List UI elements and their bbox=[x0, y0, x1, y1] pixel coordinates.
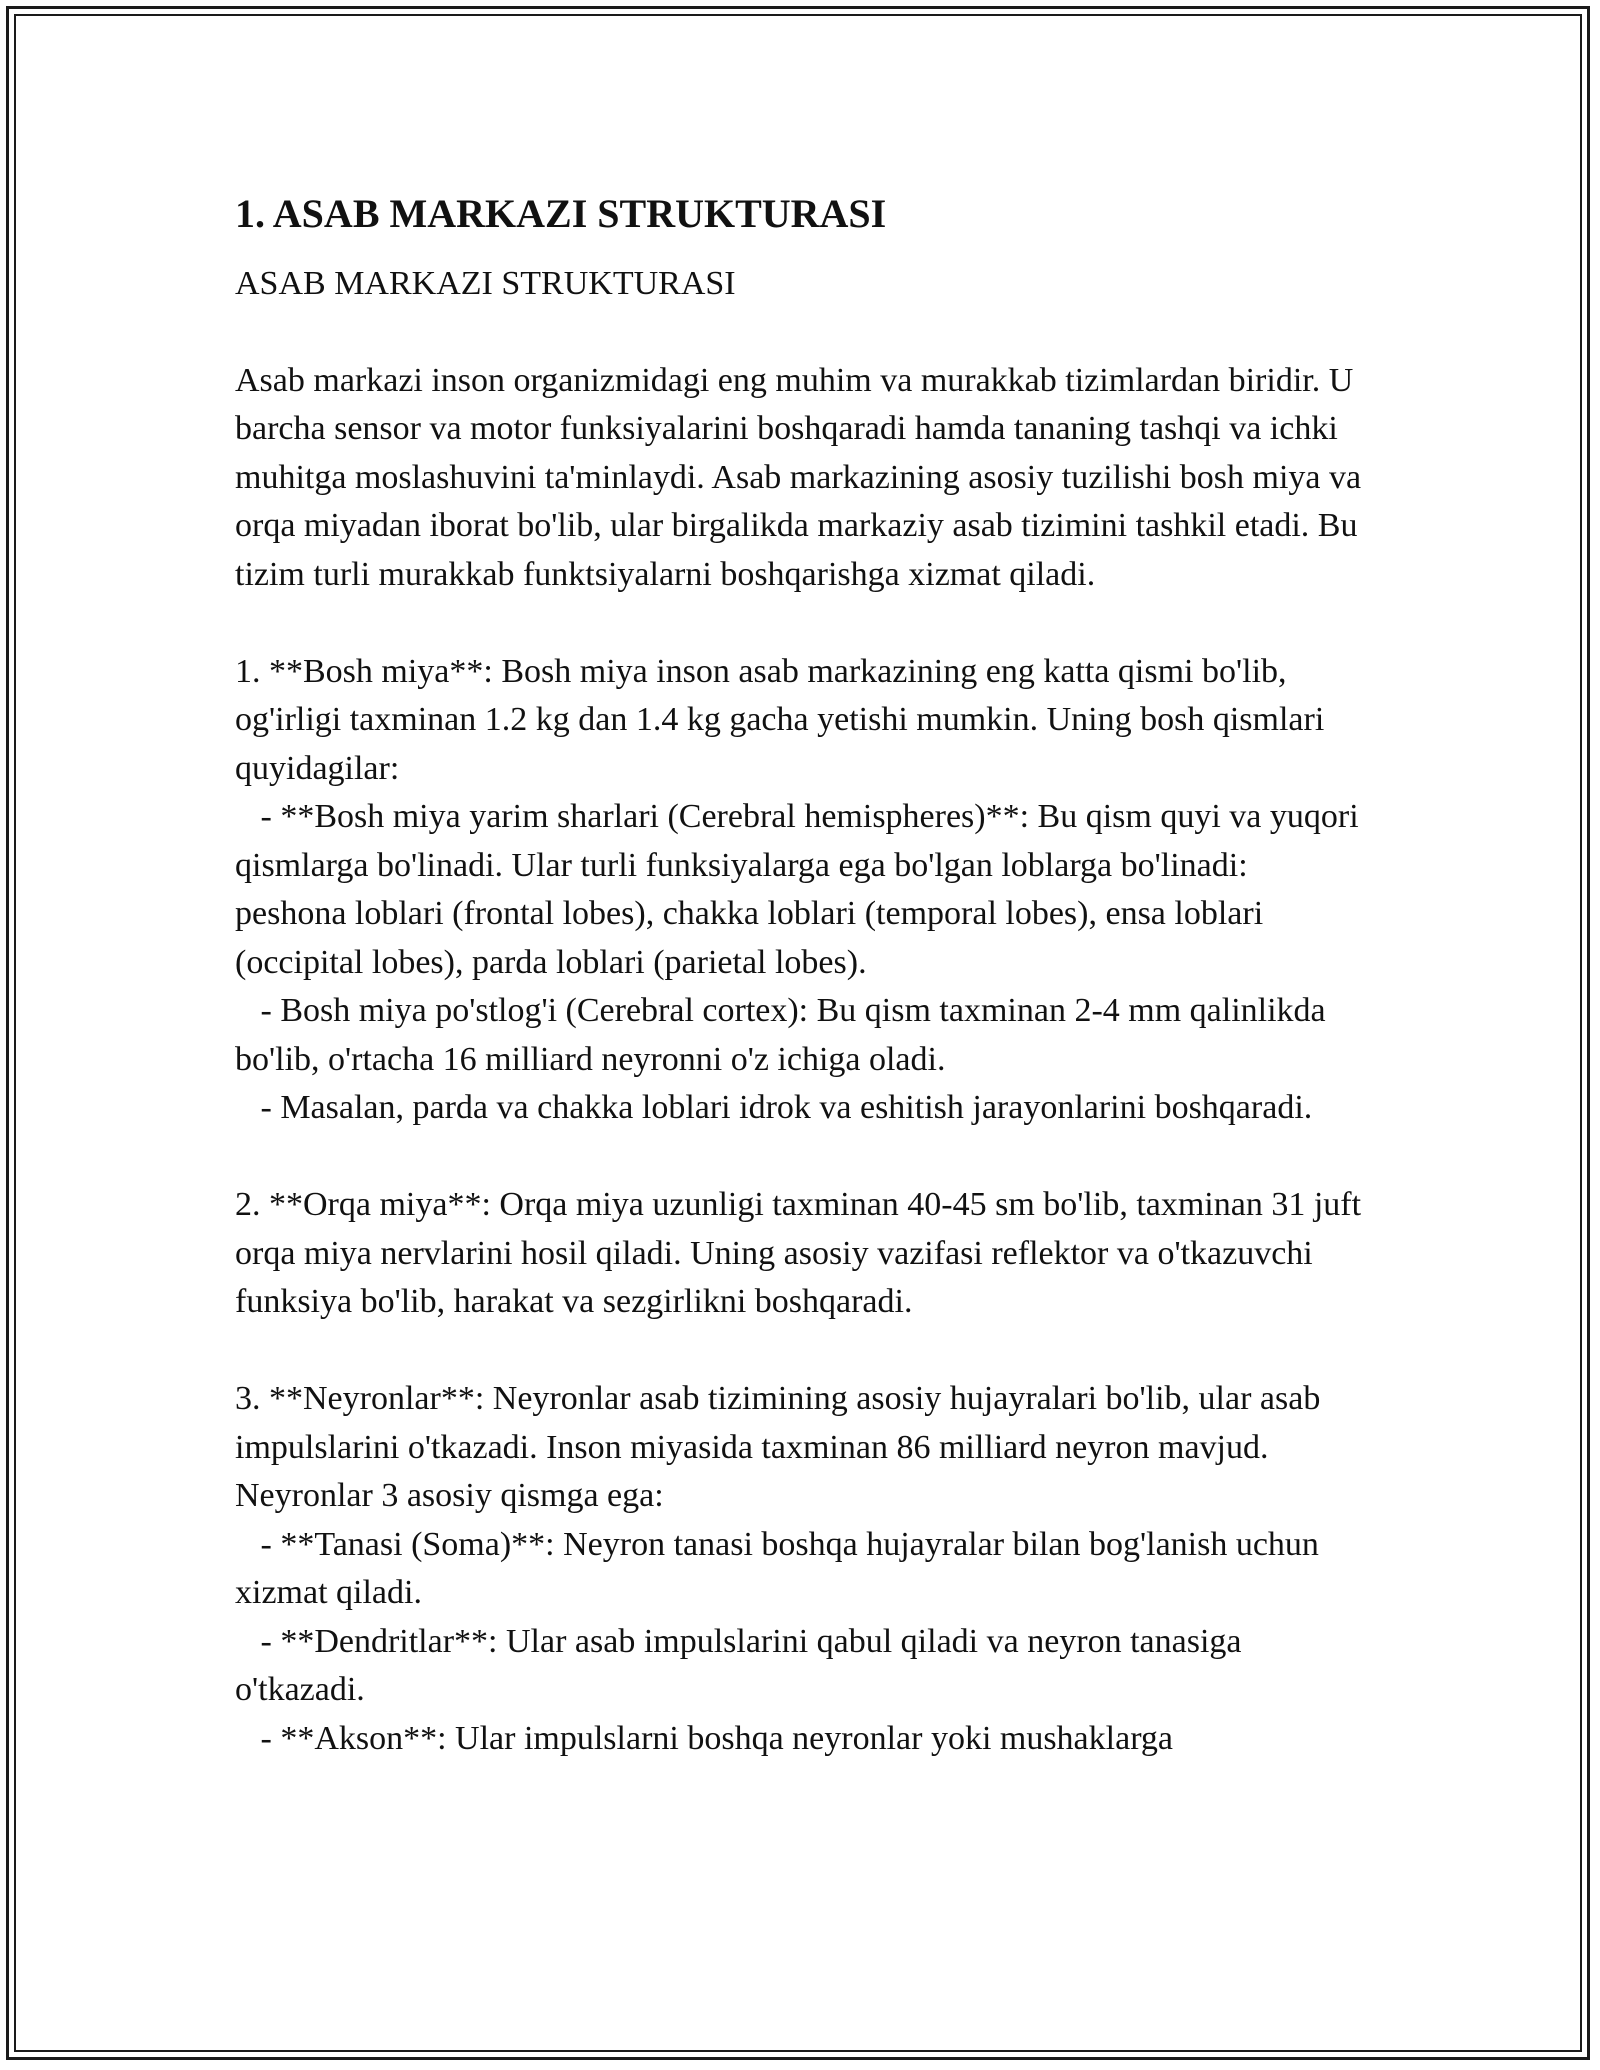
section2-paragraph: 2. **Orqa miya**: Orqa miya uzunligi taxminan 40-45 sm bo'lib, taxminan 31 juft orqa miya nervlarini hosil qiladi. Uning asosiy vazifasi reflektor va o'tkazuvchi funksiya bo'lib, harakat va sezgirlikni boshqaradi. bbox=[235, 1186, 1362, 1320]
spacer bbox=[235, 1133, 1365, 1182]
section1-item: - **Bosh miya yarim sharlari (Cerebral hemispheres)**: Bu qism quyi va yuqori qismlarga bo'linadi. Ular turli funksiyalarga ega bo'lgan loblarga bo'linadi: peshona loblari (frontal lobes), chakka loblari (temporal lobes), ensa loblari (occipital lobes), parda loblari (parietal lobes). bbox=[235, 798, 1368, 981]
section1-item: - Masalan, parda va chakka loblari idrok va eshitish jarayonlarini boshqaradi. bbox=[235, 1089, 1313, 1126]
section3-item: - **Akson**: Ular impulslarni boshqa neyronlar yoki mushaklarga bbox=[235, 1719, 1173, 1757]
document-subtitle: ASAB MARKAZI STRUKTURASI bbox=[235, 265, 736, 302]
section1-paragraph: 1. **Bosh miya**: Bosh miya inson asab markazining eng katta qismi bo'lib, og'irligi taxminan 1.2 kg dan 1.4 kg gacha yetishi mumkin. Uning bosh qismlari quyidagilar: bbox=[235, 652, 1325, 787]
document-heading: 1. ASAB MARKAZI STRUKTURASI bbox=[235, 191, 887, 236]
section1-item: - Bosh miya po'stlog'i (Cerebral cortex): Bu qism taxminan 2-4 mm qalinlikda bo'lib, o'rtacha 16 milliard neyronni o'z ichiga oladi. bbox=[235, 992, 1335, 1078]
document-page bbox=[235, 186, 1368, 1763]
section3-item: - **Dendritlar**: Ular asab impulslarini qabul qiladi va neyron tanasiga o'tkazadi. bbox=[235, 1622, 1251, 1708]
section3-paragraph: 3. **Neyronlar**: Neyronlar asab tizimining asosiy hujayralari bo'lib, ular asab impulslarini o'tkazadi. Inson miyasida taxminan 86 milliard neyron mavjud. Neyronlar 3 asosiy qismga ega: bbox=[235, 1380, 1321, 1514]
spacer bbox=[235, 599, 1365, 648]
section3-item: - **Tanasi (Soma)**: Neyron tanasi boshqa hujayralar bilan bog'lanish uchun xizmat qiladi. bbox=[235, 1525, 1328, 1611]
spacer bbox=[235, 308, 1365, 357]
intro-paragraph: Asab markazi inson organizmidagi eng muhim va murakkab tizimlardan biridir. U barcha sensor va motor funksiyalarini boshqaradi hamda tananing tashqi va ichki muhitga moslashuvini ta'minlaydi. Asab markazining asosiy tuzilishi bosh miya va orqa miyadan iborat bo'lib, ular birgalikda markaziy asab tizimini tashkil etadi. Bu tizim turli murakkab funktsiyalarni boshqarishga xizmat qiladi. bbox=[235, 361, 1362, 593]
spacer bbox=[235, 1327, 1365, 1376]
